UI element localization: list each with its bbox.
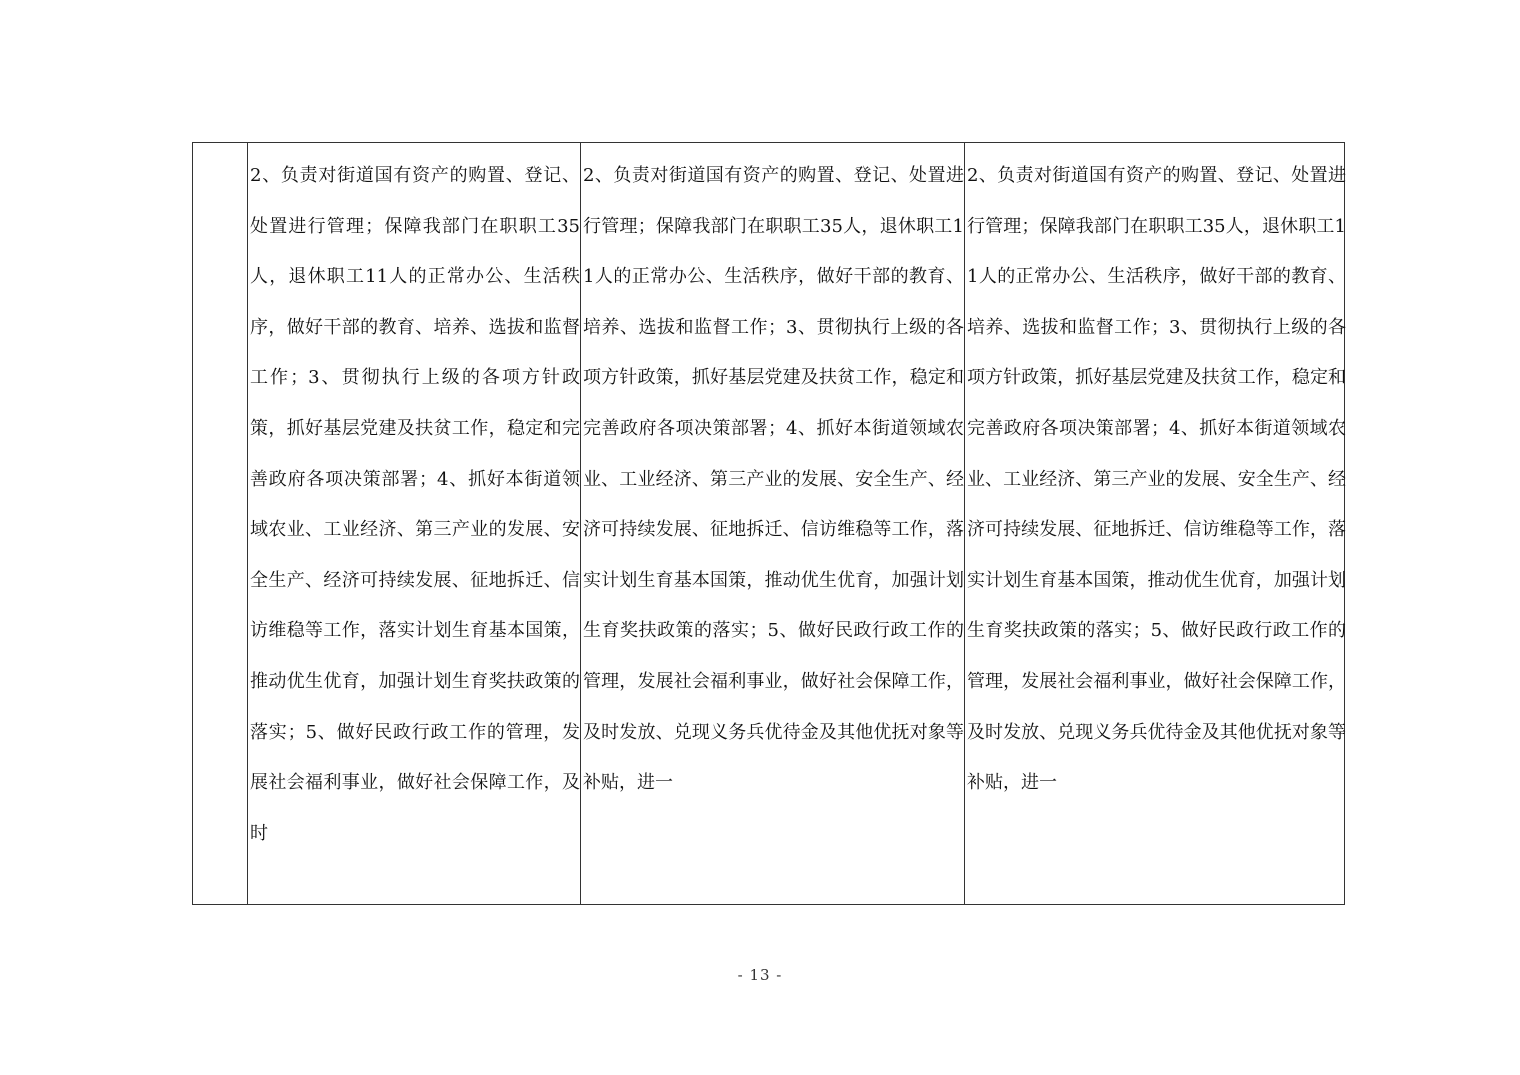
table-cell-duties-1 [247,143,580,904]
table-cell-duties-2 [580,143,964,904]
cell-text-duties-1: 2、负责对街道国有资产的购置、登记、处置进行管理；保障我部门在职职工35人，退休职工11人的正常办公、生活秩序，做好干部的教育、培养、选拔和监督工作；3、贯彻执行上级的各项方针政策，抓好基层党建及扶贫工作，稳定和完善政府各项决策部署；4、抓好本街道领域农业、工业经济、第三产业的发展、安全生产、经济可持续发展、征地拆迁、信访维稳等工作，落实计划生育基本国策，推动优生优育，加强计划生育奖扶政策的落实；5、做好民政行政工作的管理，发展社会福利事业，做好社会保障工作，及时 [250,165,580,844]
duties-table [192,142,1345,905]
cell-text-label [193,143,247,151]
cell-text-duties-3: 2、负责对街道国有资产的购置、登记、处置进行管理；保障我部门在职职工35人，退休职工11人的正常办公、生活秩序，做好干部的教育、培养、选拔和监督工作；3、贯彻执行上级的各项方针政策，抓好基层党建及扶贫工作，稳定和完善政府各项决策部署；4、抓好本街道领域农业、工业经济、第三产业的发展、安全生产、经济可持续发展、征地拆迁、信访维稳等工作，落实计划生育基本国策，推动优生优育，加强计划生育奖扶政策的落实；5、做好民政行政工作的管理，发展社会福利事业，做好社会保障工作，及时发放、兑现义务兵优待金及其他优抚对象等补贴，进一 [967,165,1346,794]
table-cell-label [193,143,247,904]
table-cell-duties-3 [964,143,1346,904]
cell-text-duties-2: 2、负责对街道国有资产的购置、登记、处置进行管理；保障我部门在职职工35人，退休职工11人的正常办公、生活秩序，做好干部的教育、培养、选拔和监督工作；3、贯彻执行上级的各项方针政策，抓好基层党建及扶贫工作，稳定和完善政府各项决策部署；4、抓好本街道领域农业、工业经济、第三产业的发展、安全生产、经济可持续发展、征地拆迁、信访维稳等工作，落实计划生育基本国策，推动优生优育，加强计划生育奖扶政策的落实；5、做好民政行政工作的管理，发展社会福利事业，做好社会保障工作，及时发放、兑现义务兵优待金及其他优抚对象等补贴，进一 [583,165,964,794]
page-number: - 13 - [737,966,783,984]
